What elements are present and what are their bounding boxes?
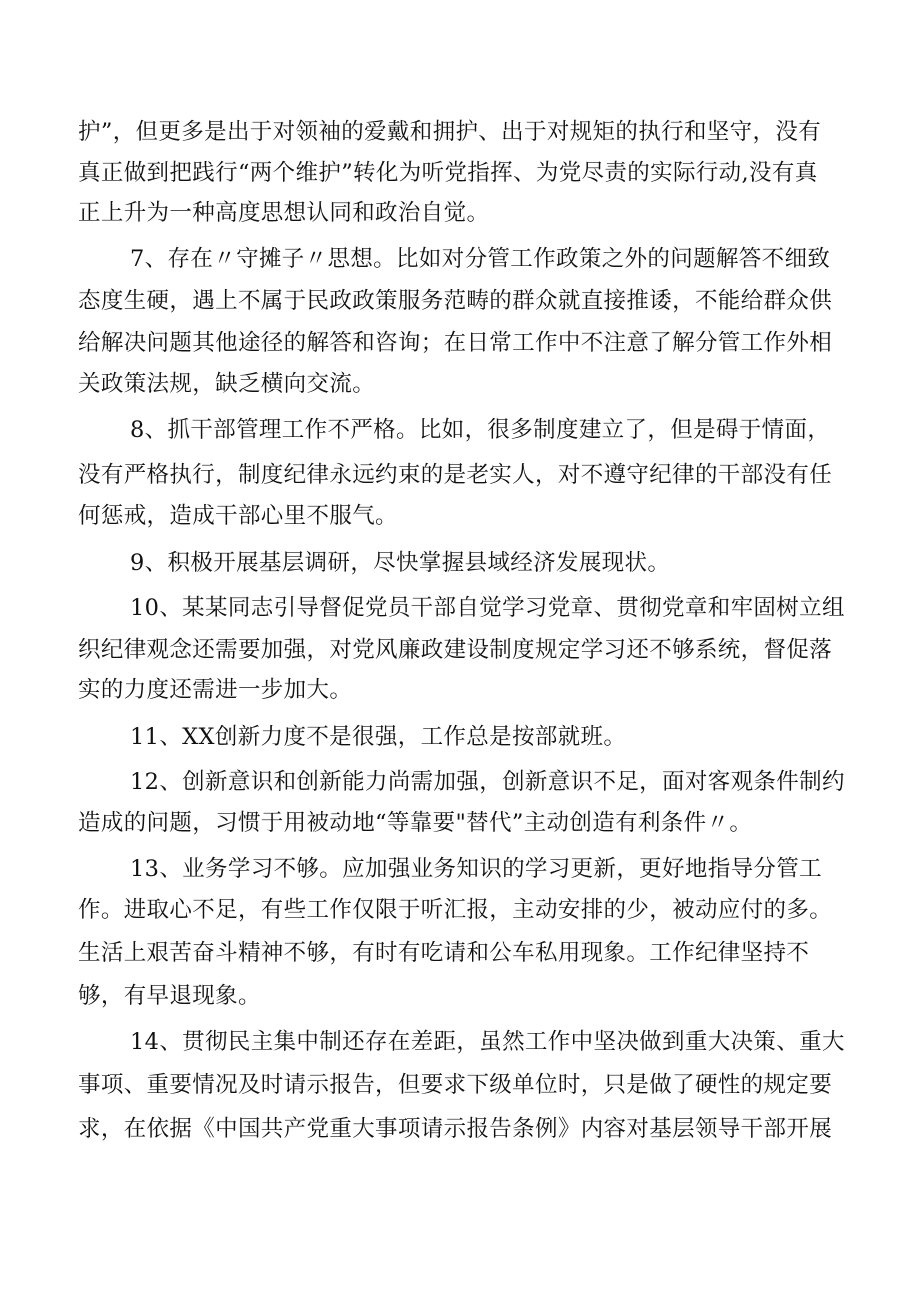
text-line: 实的力度还需进一步加大。 — [78, 677, 353, 703]
text-line: 11、XX创新力度不是很强，工作总是按部就班。 — [130, 724, 627, 750]
text-line: 9、积极开展基层调研，尽快掌握县域经济发展现状。 — [130, 550, 671, 576]
text-line: 态度生硬，遇上不属于民政政策服务范畴的群众就直接推诿，不能给群众供 — [78, 288, 833, 314]
text-line: 10、某某同志引导督促党员干部自觉学习党章、贯彻党章和牢固树立组 — [130, 595, 845, 621]
text-line: 够，有早退现象。 — [78, 983, 261, 1009]
text-line: 14、贯彻民主集中制还存在差距，虽然工作中坚决做到重大决策、重大 — [130, 1029, 845, 1055]
text-line: 事项、重要情况及时请示报告，但要求下级单位时，只是做了硬性的规定要 — [78, 1072, 833, 1098]
text-line: 造成的问题，习惯于用被动地“等靠要"替代”主动创造有利条件〃。 — [78, 810, 753, 836]
text-line: 没有严格执行，制度纪律永远约束的是老实人，对不遵守纪律的干部没有任 — [78, 462, 833, 488]
text-line: 13、业务学习不够。应加强业务知识的学习更新，更好地指导分管工 — [130, 856, 822, 882]
text-line: 求，在依据《中国共产党重大事项请示报告条例》内容对基层领导干部开展 — [78, 1116, 833, 1142]
text-line: 7、存在〃守摊子〃思想。比如对分管工作政策之外的问题解答不细致 — [130, 246, 831, 272]
text-line: 作。进取心不足，有些工作仅限于听汇报，主动安排的少，被动应付的多。 — [78, 897, 833, 923]
text-line: 12、创新意识和创新能力尚需加强，创新意识不足，面对客观条件制约 — [130, 769, 845, 795]
text-line: 护”，但更多是出于对领袖的爱戴和拥护、出于对规矩的执行和坚守，没有 — [78, 119, 822, 145]
text-line: 给解决问题其他途径的解答和咨询；在日常工作中不注意了解分管工作外相 — [78, 330, 833, 356]
text-line: 真正做到把践行“两个维护”转化为听党指挥、为党尽责的实际行动,没有真 — [78, 160, 818, 186]
text-line: 8、抓干部管理工作不严格。比如，很多制度建立了，但是碍于情面， — [130, 417, 831, 443]
text-line: 织纪律观念还需要加强，对党风廉政建设制度规定学习还不够系统，督促落 — [78, 637, 833, 663]
text-line: 关政策法规，缺乏横向交流。 — [78, 371, 376, 397]
text-line: 生活上艰苦奋斗精神不够，有时有吃请和公车私用现象。工作纪律坚持不 — [78, 940, 810, 966]
text-line: 正上升为一种高度思想认同和政治自觉。 — [78, 200, 490, 226]
text-line: 何惩戒，造成干部心里不服气。 — [78, 503, 398, 529]
